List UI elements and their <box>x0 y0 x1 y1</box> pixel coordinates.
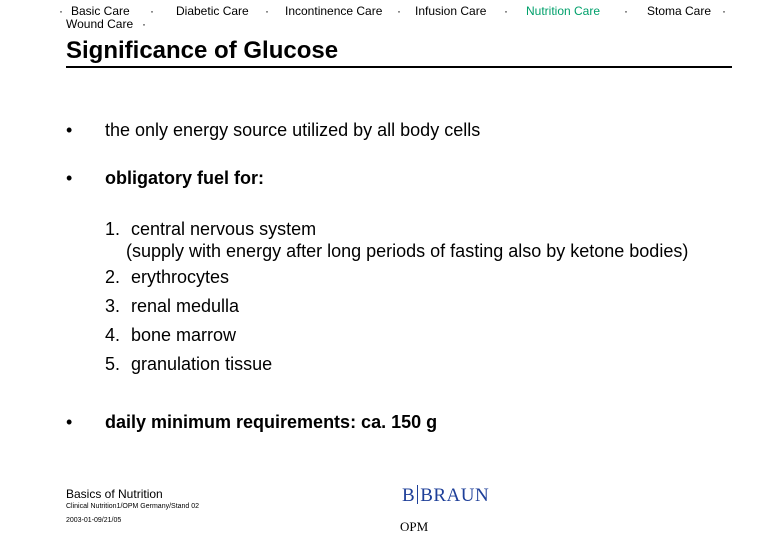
nav-separator: · <box>59 4 63 18</box>
list-number: 2. <box>105 267 121 287</box>
logo-letter: B <box>402 485 416 506</box>
footer-date: 2003-01-09/21/05 <box>66 517 122 524</box>
footer-title: Basics of Nutrition <box>66 487 163 501</box>
list-item <box>105 350 688 379</box>
nav-separator: · <box>150 4 154 18</box>
list-text: central nervous system <box>131 219 317 239</box>
list-number: 1. <box>105 219 121 239</box>
nav-item-nutrition-care[interactable]: Nutrition Care <box>526 4 601 18</box>
nav-separator: · <box>265 4 269 18</box>
logo-word: BRAUN <box>420 485 490 506</box>
list-item <box>105 292 688 321</box>
nav-separator: · <box>722 4 726 18</box>
nav-item-wound-care[interactable]: Wound Care <box>66 17 134 31</box>
bullet-marker: • <box>66 168 73 188</box>
nav-item-stoma-care[interactable]: Stoma Care <box>647 4 712 18</box>
list-number: 5. <box>105 354 121 374</box>
opm-label: OPM <box>400 519 429 534</box>
bullet-energy-source: the only energy source utilized by all body cells <box>105 120 481 140</box>
nav-separator: · <box>504 4 508 18</box>
list-item <box>105 321 688 350</box>
top-navigation <box>0 0 780 34</box>
list-text: erythrocytes <box>131 267 230 287</box>
logo-divider <box>417 485 418 504</box>
fuel-list <box>105 215 688 379</box>
list-number: 3. <box>105 296 121 316</box>
bbraun-logo <box>402 485 489 507</box>
nav-item-infusion-care[interactable]: Infusion Care <box>415 4 487 18</box>
nav-item-incontinence-care[interactable]: Incontinence Care <box>285 4 383 18</box>
page-title: Significance of Glucose <box>66 36 732 68</box>
nav-separator: · <box>397 4 401 18</box>
nav-separator: · <box>142 17 146 31</box>
nav-item-basic-care[interactable]: Basic Care <box>71 4 130 18</box>
list-text: renal medulla <box>131 296 240 316</box>
bullet-daily-requirement: daily minimum requirements: ca. 150 g <box>105 412 438 432</box>
nav-separator: · <box>624 4 628 18</box>
bullet-marker: • <box>66 412 73 432</box>
list-item <box>105 263 688 292</box>
list-note: (supply with energy after long periods of fasting also by ketone bodies) <box>126 241 689 261</box>
bullet-marker: • <box>66 120 73 140</box>
list-number: 4. <box>105 325 121 345</box>
footer-subtitle: Clinical Nutrition1/OPM Germany/Stand 02 <box>66 503 200 510</box>
bullet-obligatory-fuel: obligatory fuel for: <box>105 168 264 188</box>
list-text: granulation tissue <box>131 354 273 374</box>
nav-item-diabetic-care[interactable]: Diabetic Care <box>176 4 249 18</box>
list-text: bone marrow <box>131 325 237 345</box>
